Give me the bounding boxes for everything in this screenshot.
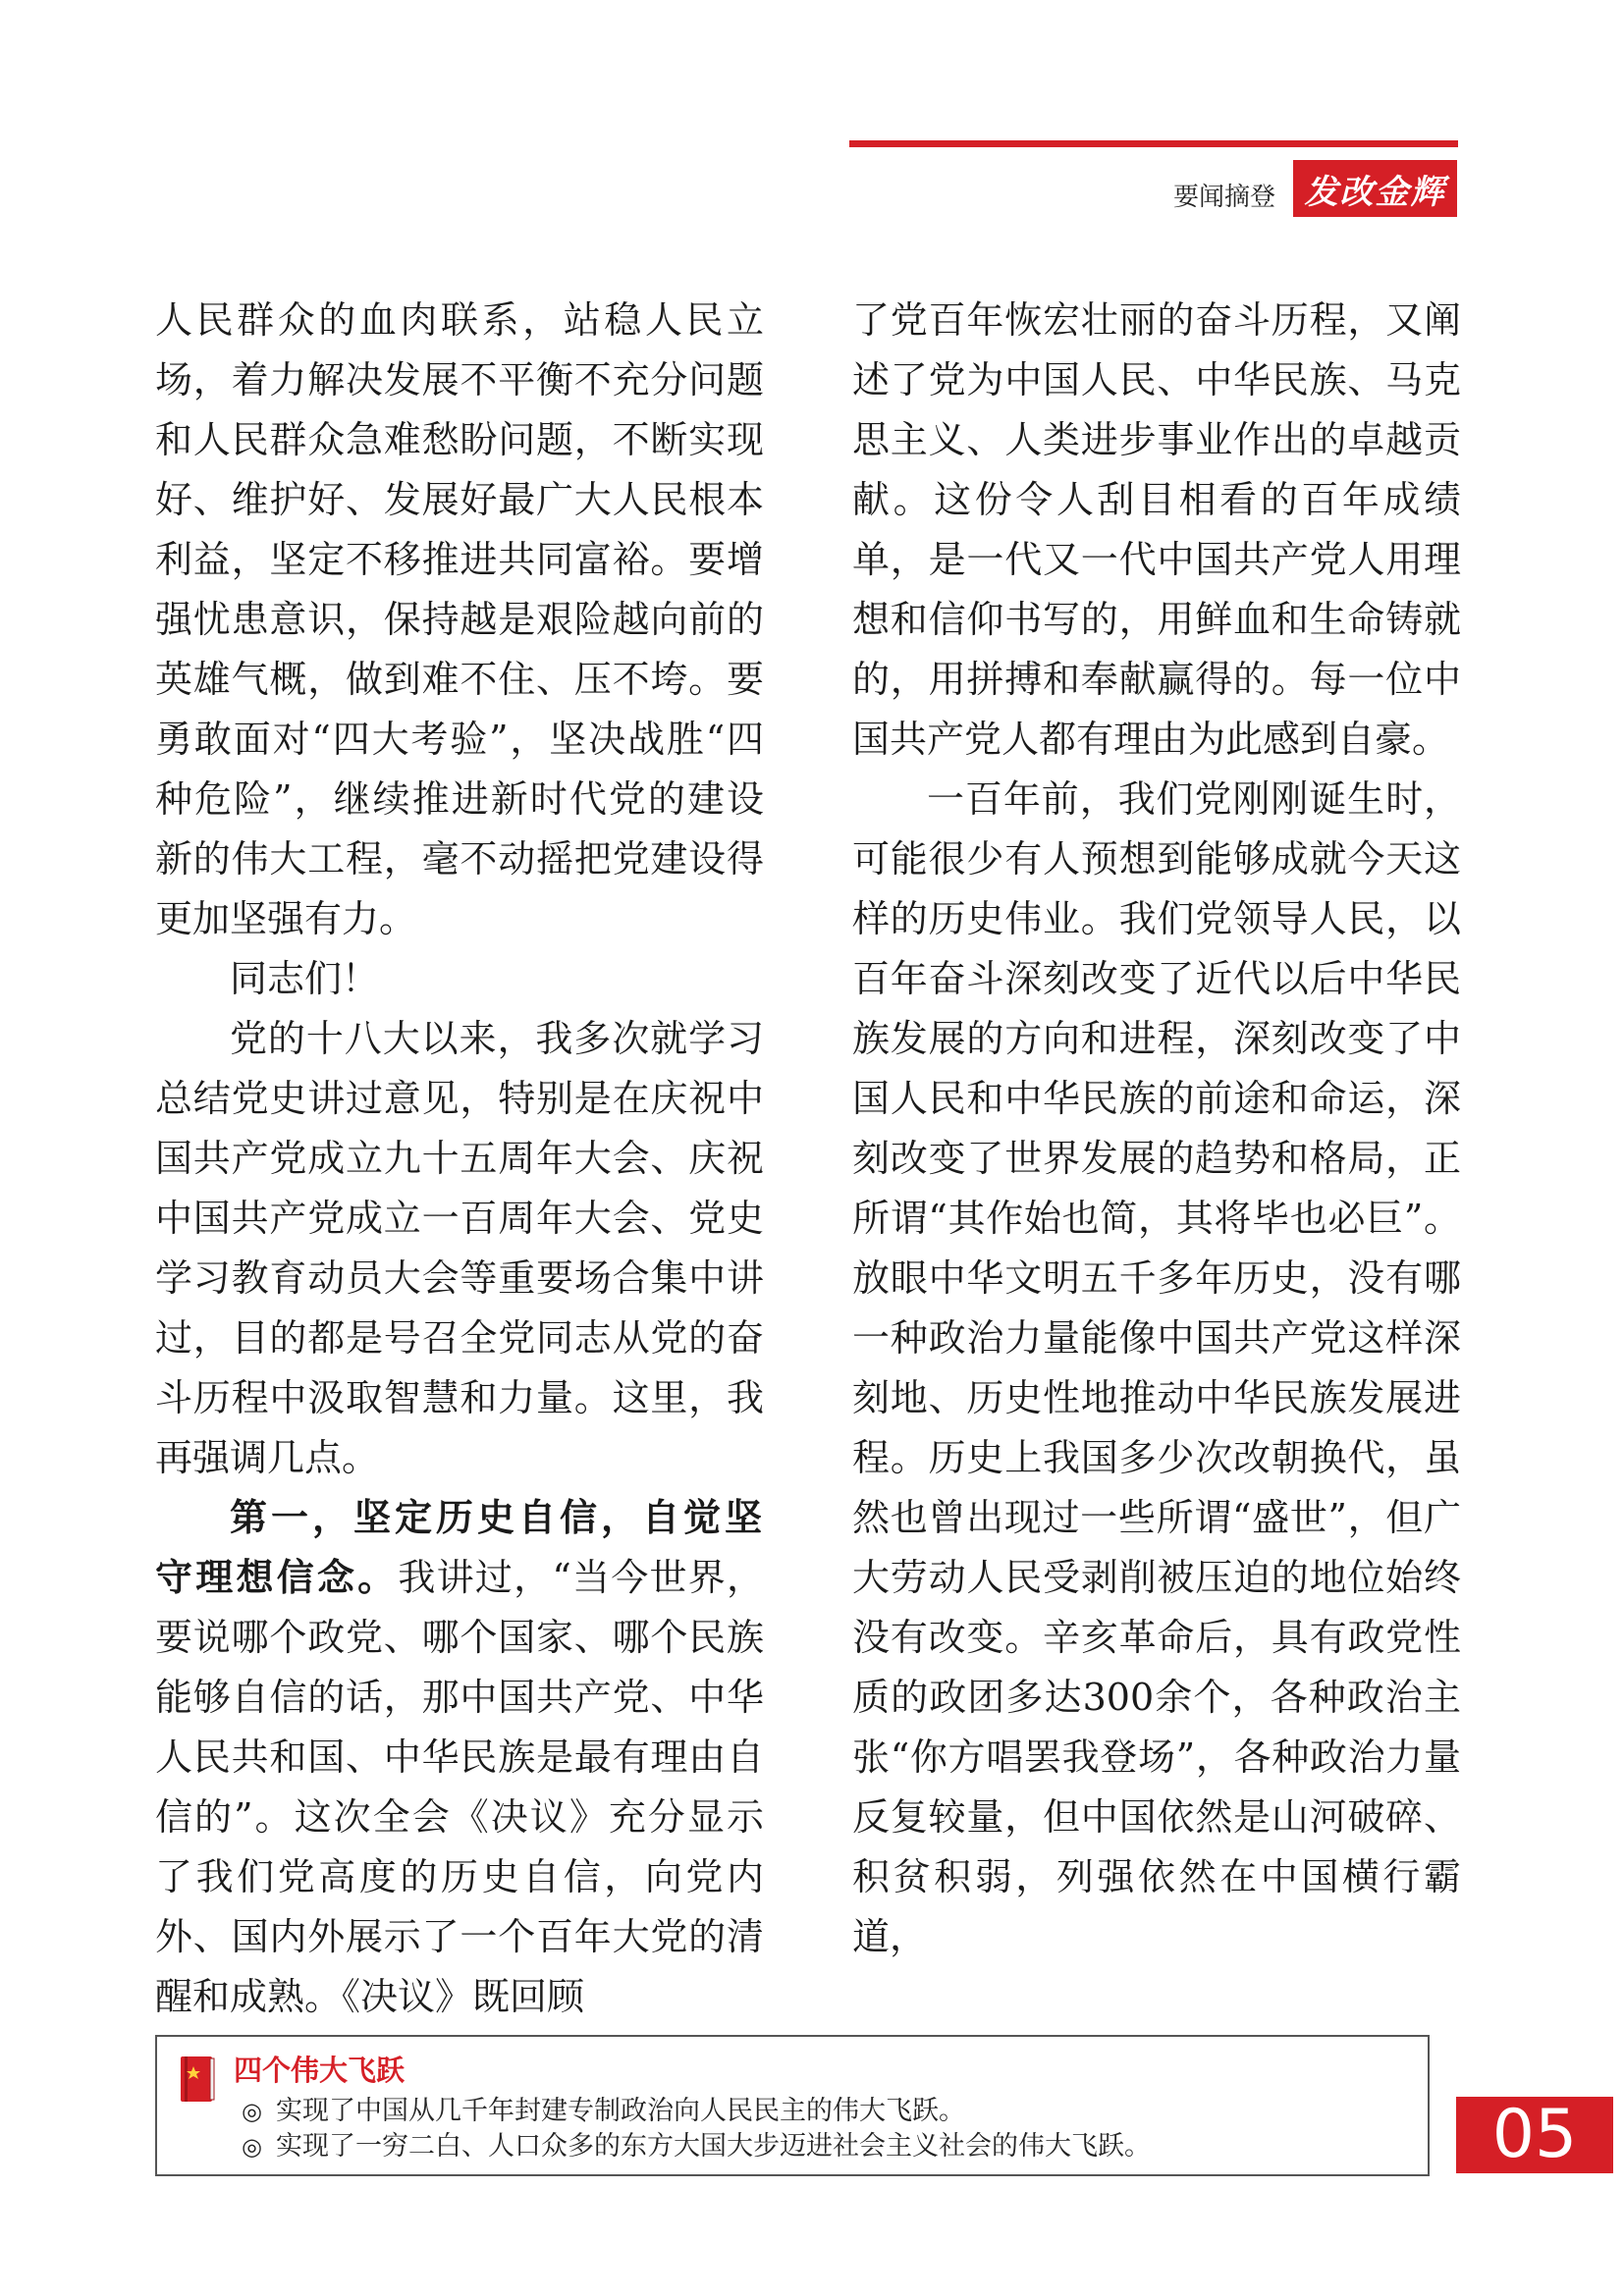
- brand-title: 发改金辉: [1304, 172, 1446, 212]
- brand-badge: [1293, 160, 1457, 217]
- callout-item: [242, 2124, 1151, 2163]
- right-column: [852, 291, 1461, 2018]
- callout-box: [155, 2035, 1430, 2176]
- header-rule: [849, 140, 1458, 147]
- callout-title: 四个伟大飞跃: [234, 2054, 406, 2087]
- bullet-icon: ◎: [242, 2098, 262, 2125]
- bullet-icon: ◎: [242, 2133, 262, 2161]
- paragraph: 了党百年恢宏壮丽的奋斗历程，又阐述了党为中国人民、中华民族、马克思主义、人类进步事业作出的卓越贡献。这份令人刮目相看的百年成绩单，是一代又一代中国共产党人用理想和信仰书写的，用鲜血和生命铸就的，用拼搏和奉献赢得的。每一位中国共产党人都有理由为此感到自豪。: [852, 298, 1461, 761]
- paragraph: 党的十八大以来，我多次就学习总结党史讲过意见，特别是在庆祝中国共产党成立九十五周年大会、庆祝中国共产党成立一百周年大会、党史学习教育动员大会等重要场合集中讲过，目的都是号召全党同志从党的奋斗历程中汲取智慧和力量。这里，我再强调几点。: [155, 1017, 764, 1479]
- book-icon: [179, 2055, 216, 2104]
- paragraph: 一百年前，我们党刚刚诞生时，可能很少有人预想到能够成就今天这样的历史伟业。我们党领导人民，以百年奋斗深刻改变了近代以后中华民族发展的方向和进程，深刻改变了中国人民和中华民族的前途和命运，深刻改变了世界发展的趋势和格局，正所谓“其作始也简，其将毕也必巨”。放眼中华文明五千多年历史，没有哪一种政治力量能像中国共产党这样深刻地、历史性地推动中华民族发展进程。历史上我国多少次改朝换代，虽然也曾出现过一些所谓“盛世”，但广大劳动人民受剥削被压迫的地位始终没有改变。辛亥革命后，具有政党性质的政团多达300余个，各种政治主张“你方唱罢我登场”，各种政治力量反复较量，但中国依然是山河破碎、积贫积弱，列强依然在中国横行霸道，: [852, 777, 1461, 1958]
- callout-item: [242, 2089, 965, 2127]
- paragraph-heading: 第一，坚定历史自信，自觉坚守理想信念。: [155, 1496, 764, 1599]
- section-label: 要闻摘登: [1173, 183, 1276, 212]
- paragraph: [155, 1488, 764, 2027]
- callout-item-text: 实现了一穷二白、人口众多的东方大国大步迈进社会主义社会的伟大飞跃。: [275, 2131, 1151, 2162]
- paragraph: 人民群众的血肉联系，站稳人民立场，着力解决发展不平衡不充分问题和人民群众急难愁盼问题，不断实现好、维护好、发展好最广大人民根本利益，坚定不移推进共同富裕。要增强忧患意识，保持越是艰险越向前的英雄气概，做到难不住、压不垮。要勇敢面对“四大考验”，坚决战胜“四种危险”，继续推进新时代党的建设新的伟大工程，毫不动摇把党建设得更加坚强有力。: [155, 298, 764, 940]
- paragraph-body: 我讲过，“当今世界，要说哪个政党、哪个国家、哪个民族能够自信的话，那中国共产党、中华人民共和国、中华民族是最有理由自信的”。这次全会《决议》充分显示了我们党高度的历史自信，向党内外、国内外展示了一个百年大党的清醒和成熟。《决议》既回顾: [155, 1556, 764, 2018]
- left-column: [155, 291, 764, 2018]
- salutation: 同志们！: [230, 957, 380, 1000]
- callout-item-text: 实现了中国从几千年封建专制政治向人民民主的伟大飞跃。: [275, 2096, 965, 2126]
- page-number: 05: [1456, 2097, 1613, 2173]
